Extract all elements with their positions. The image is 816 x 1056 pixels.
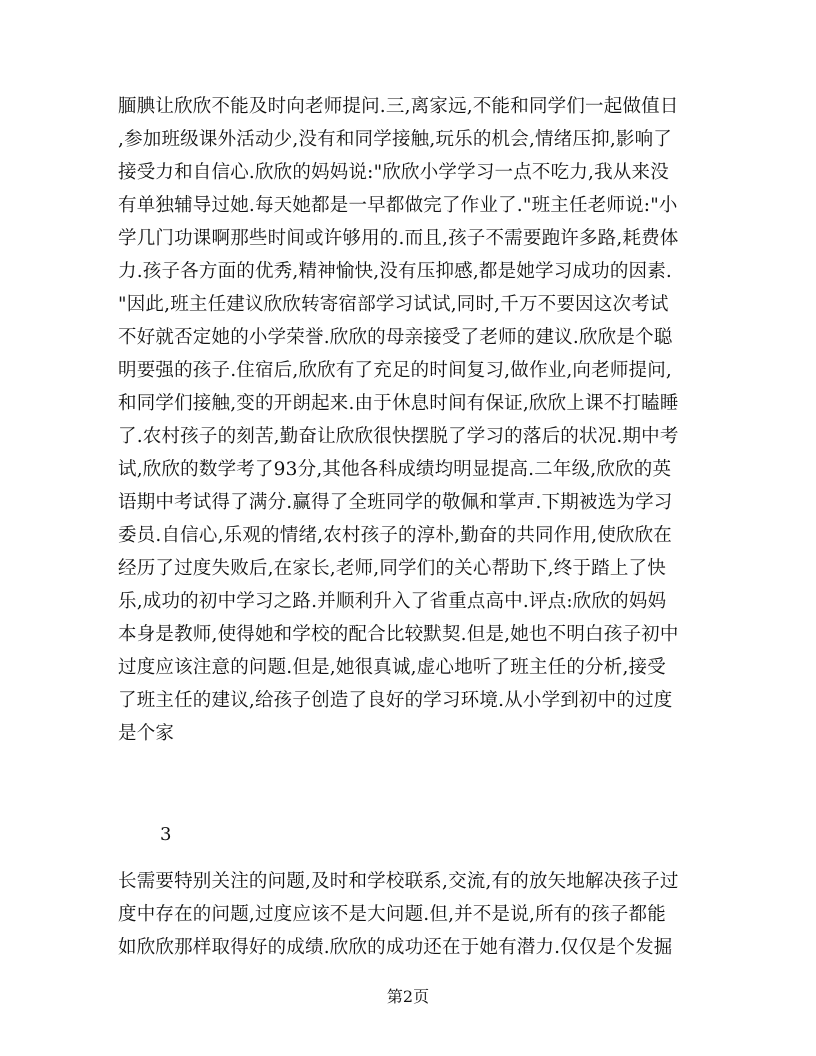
text-line: 了班主任的建议,给孩子创造了良好的学习环境.从小学到初中的过度 [118,690,673,711]
text-line: 如欣欣那样取得好的成绩.欣欣的成功还在于她有潜力.仅仅是个发掘 [118,937,673,958]
text-line: 试,欣欣的数学考了93分,其他各科成绩均明显提高.二年级,欣欣的英 [118,459,672,480]
text-line: 过度应该注意的问题.但是,她很真诚,虚心地听了班主任的分析,接受 [118,657,666,678]
text-line: 语期中考试得了满分.赢得了全班同学的敬佩和掌声.下期被选为学习 [118,492,673,513]
paragraph-continued [118,865,698,964]
text-line: 明要强的孩子.住宿后,欣欣有了充足的时间复习,做作业,向老师提问, [118,360,673,381]
text-line: 乐,成功的初中学习之路.并顺利升入了省重点高中.评点:欣欣的妈妈 [118,591,667,612]
text-line: 了.农村孩子的刻苦,勤奋让欣欣很快摆脱了学习的落后的状况.期中考 [118,426,679,447]
text-line: ,参加班级课外活动少,没有和同学接触,玩乐的机会,情绪压抑,影响了 [118,129,673,150]
text-line: 接受力和自信心.欣欣的妈妈说:"欣欣小学学习一点不吃力,我从来没 [118,162,669,183]
text-line: 长需要特别关注的问题,及时和学校联系,交流,有的放矢地解决孩子过 [118,871,679,892]
text-line: 和同学们接触,变的开朗起来.由于休息时间有保证,欣欣上课不打瞌睡 [118,393,679,414]
text-line: 腼腆让欣欣不能及时向老师提问.三,离家远,不能和同学们一起做值日 [118,96,679,117]
text-line: 力.孩子各方面的优秀,精神愉快,没有压抑感,都是她学习成功的因素. [118,261,673,282]
text-line: 委员.自信心,乐观的情绪,农村孩子的淳朴,勤奋的共同作用,使欣欣在 [118,525,673,546]
paragraph-main [118,90,698,750]
text-line: 是个家 [118,723,175,744]
page-footer: 第2页 [386,987,430,1006]
text-line: 有单独辅导过她.每天她都是一早都做完了作业了."班主任老师说:"小 [118,195,678,216]
text-line: 不好就否定她的小学荣誉.欣欣的母亲接受了老师的建议.欣欣是个聪 [118,327,673,348]
text-line: 学几门功课啊那些时间或许够用的.而且,孩子不需要跑许多路,耗费体 [118,228,679,249]
text-line: 度中存在的问题,过度应该不是大问题.但,并不是说,所有的孩子都能 [118,904,666,925]
text-line: 经历了过度失败后,在家长,老师,同学们的关心帮助下,终于踏上了快 [118,558,666,579]
inline-page-number: 3 [160,824,172,845]
text-line: "因此,班主任建议欣欣转寄宿部学习试试,同时,千万不要因这次考试 [118,294,669,315]
text-line: 本身是教师,使得她和学校的配合比较默契.但是,她也不明白孩子初中 [118,624,679,645]
